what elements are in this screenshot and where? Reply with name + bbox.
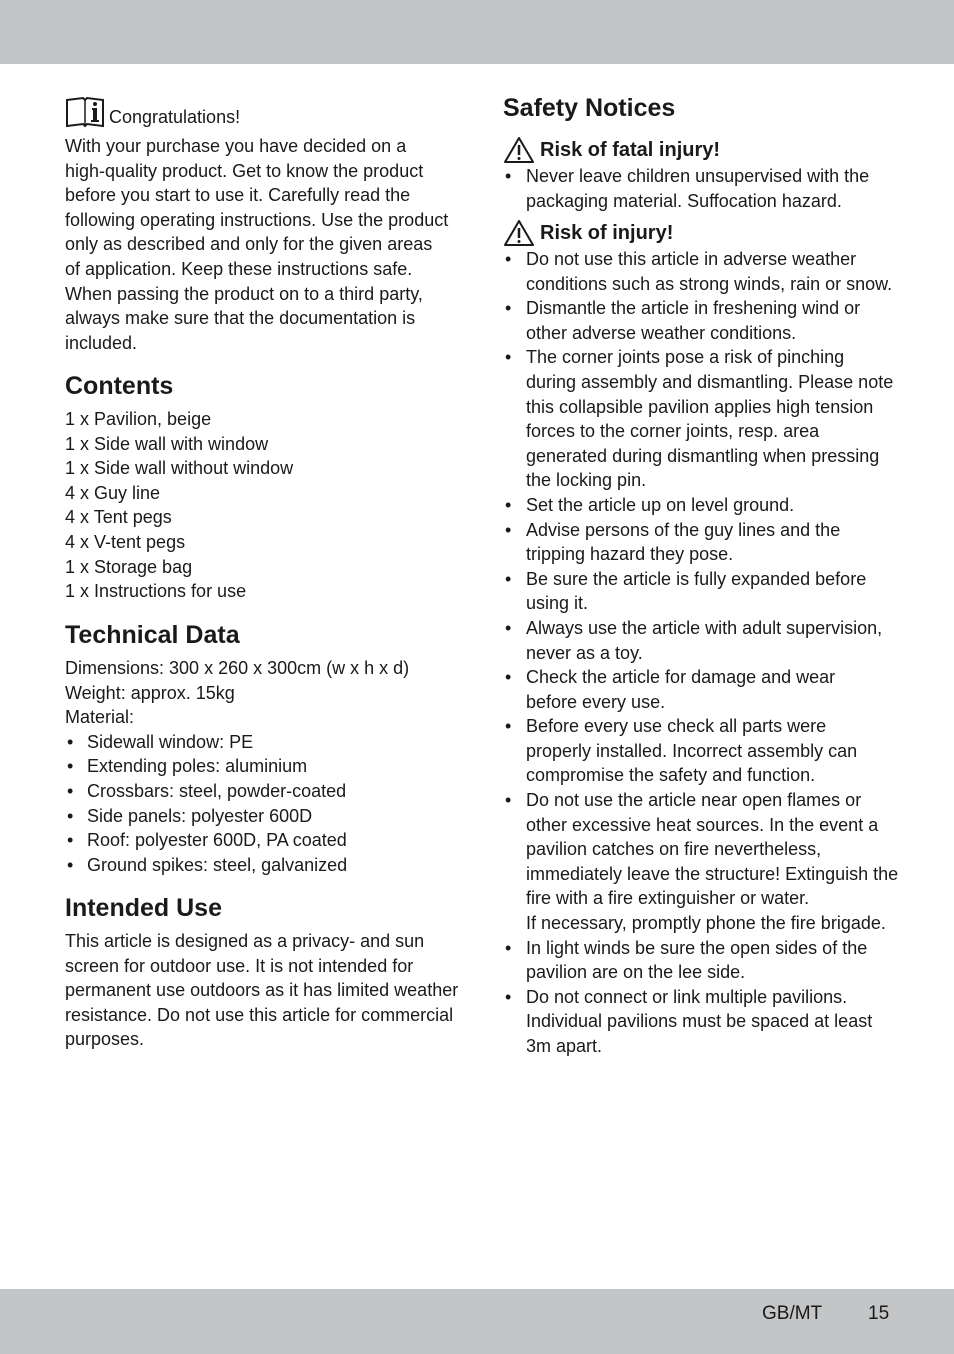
bullet-item — [503, 164, 869, 213]
intro-line: before you start to use it. Carefully read the — [65, 185, 411, 206]
bullet-line: this collapsible pavilion applies high tension — [526, 396, 874, 417]
intro-line: With your purchase you have decided on a — [65, 136, 407, 156]
footer-language: GB/MT — [762, 1303, 823, 1324]
bullet-line: pavilion are on the lee side. — [526, 962, 746, 983]
bullet-item — [503, 567, 898, 616]
bullet-icon: • — [505, 790, 512, 811]
bullet-icon: • — [67, 854, 74, 875]
bullet-line: If necessary, promptly phone the fire brigade. — [526, 913, 886, 934]
bullet-item — [503, 296, 898, 345]
bullet-icon: • — [505, 494, 512, 515]
bullet-line: immediately leave the structure! Extinguish the — [526, 863, 899, 884]
intended-title: Intended Use — [65, 894, 222, 922]
bullet-icon: • — [505, 716, 512, 737]
bullet-line: Do not use the article near open flames or — [526, 790, 862, 811]
dimensions-text: Dimensions: 300 x 260 x 300cm (w x h x d) — [65, 658, 410, 678]
bullet-icon: • — [505, 249, 512, 269]
bullet-item — [503, 788, 898, 936]
book-info-icon — [65, 96, 105, 128]
bullet-icon: • — [505, 166, 512, 186]
bullet-icon: • — [67, 756, 74, 777]
bullet-line: Advise persons of the guy lines and the — [526, 519, 841, 540]
contents-list — [65, 407, 293, 604]
bullet-line: using it. — [526, 593, 589, 614]
list-item: 4 x Tent pegs — [65, 507, 172, 528]
bullet-icon: • — [505, 986, 512, 1007]
bullet-line: Dismantle the article in freshening wind or — [526, 298, 861, 319]
contents-title: Contents — [65, 372, 174, 400]
intro-heading-row — [65, 96, 240, 128]
bullet-line: tripping hazard they pose. — [526, 544, 734, 565]
intro-line: of application. Keep these instructions safe. — [65, 258, 413, 279]
injury-section — [503, 219, 898, 1059]
bullet-item — [503, 985, 898, 1059]
technical-title: Technical Data — [65, 621, 240, 649]
bullet-icon: • — [505, 298, 512, 319]
list-item: 1 x Storage bag — [65, 556, 193, 577]
bullet-icon: • — [67, 731, 74, 752]
bullet-item — [503, 518, 898, 567]
intro-text — [65, 134, 448, 355]
bullet-line: The corner joints pose a risk of pinching — [526, 347, 845, 368]
bullet-line: Do not use this article in adverse weather — [526, 249, 857, 269]
bullet-line: Check the article for damage and wear — [526, 667, 836, 688]
intended-line: purposes. — [65, 1029, 145, 1050]
bullet-line: other adverse weather conditions. — [526, 322, 797, 343]
bullet-line: never as a toy. — [526, 642, 643, 663]
bullet-line: forces to the corner joints, resp. area — [526, 421, 820, 442]
safety-title: Safety Notices — [503, 94, 676, 122]
weight-text: Weight: approx. 15kg — [65, 682, 235, 703]
bullet-line: Before every use check all parts were — [526, 716, 827, 737]
warning-triangle-icon — [503, 136, 535, 164]
bullet-icon: • — [67, 830, 74, 851]
intro-line: only as described and only for the given areas — [65, 234, 433, 255]
bullet-item — [503, 493, 898, 518]
list-item: 4 x Guy line — [65, 482, 161, 503]
bullet-item — [503, 247, 898, 296]
bullet-line: Individual pavilions must be spaced at least — [526, 1011, 873, 1032]
fatal-section — [503, 136, 869, 213]
bullet-icon: • — [505, 667, 512, 688]
bullet-line: 3m apart. — [526, 1036, 603, 1056]
material-item: • Sidewall window: PE — [65, 730, 409, 755]
intro-line: always make sure that the documentation is — [65, 308, 416, 329]
bullet-item — [503, 665, 898, 714]
bullet-icon: • — [67, 780, 74, 801]
material-item: • Crossbars: steel, powder-coated — [65, 779, 409, 804]
intended-line: permanent use outdoors as it has limited weather — [65, 980, 459, 1001]
bullet-icon: • — [505, 617, 512, 638]
material-item: • Side panels: polyester 600D — [65, 804, 409, 829]
bullet-icon: • — [505, 519, 512, 540]
bullet-line: Always use the article with adult supervision, — [526, 617, 883, 638]
bullet-line: fire with a fire extinguisher or water. — [526, 888, 810, 909]
fatal-bullets — [503, 164, 869, 213]
bullet-line: before every use. — [526, 691, 666, 712]
bullet-line: properly installed. Incorrect assembly can — [526, 740, 858, 761]
material-item: • Roof: polyester 600D, PA coated — [65, 828, 409, 853]
fatal-heading-row — [503, 136, 869, 164]
bullet-icon: • — [505, 347, 512, 368]
injury-heading-row — [503, 219, 898, 247]
list-item: 1 x Side wall with window — [65, 433, 269, 454]
intro-line: high-quality product. Get to know the product — [65, 160, 424, 181]
bullet-line: conditions such as strong winds, rain or snow. — [526, 273, 893, 294]
list-item: 1 x Instructions for use — [65, 581, 247, 602]
intended-line: This article is designed as a privacy- and sun — [65, 931, 425, 951]
bullet-icon: • — [67, 805, 74, 826]
intro-line: included. — [65, 332, 138, 353]
intended-line: screen for outdoor use. It is not intended for — [65, 955, 414, 976]
page-number: 15 — [868, 1303, 890, 1324]
bullet-icon: • — [505, 937, 512, 958]
bullet-line: Never leave children unsupervised with the — [526, 166, 870, 186]
intro-heading: Congratulations! — [109, 107, 241, 127]
material-label: Material: — [65, 707, 135, 728]
bullet-item — [503, 936, 898, 985]
list-item: 1 x Side wall without window — [65, 458, 294, 479]
bullet-line: Set the article up on level ground. — [526, 494, 795, 515]
bullet-icon: • — [505, 568, 512, 589]
fatal-heading: Risk of fatal injury! — [540, 139, 721, 161]
intro-line: following operating instructions. Use the product — [65, 209, 449, 230]
material-item: • Ground spikes: steel, galvanized — [65, 853, 409, 878]
technical-data — [65, 656, 409, 877]
bullet-line: packaging material. Suffocation hazard. — [526, 190, 842, 211]
intended-line: resistance. Do not use this article for commercial — [65, 1004, 454, 1025]
material-item: • Extending poles: aluminium — [65, 754, 409, 779]
list-item: 4 x V-tent pegs — [65, 531, 186, 552]
bullet-line: pavilion catches on fire nevertheless, — [526, 839, 822, 860]
bullet-line: In light winds be sure the open sides of the — [526, 937, 868, 958]
header-band — [0, 0, 954, 64]
bullet-line: Be sure the article is fully expanded before — [526, 568, 867, 589]
list-item: 1 x Pavilion, beige — [65, 409, 212, 429]
bullet-item — [503, 616, 898, 665]
warning-triangle-icon — [503, 219, 535, 247]
intro-line: When passing the product on to a third party, — [65, 283, 423, 304]
bullet-line: Do not connect or link multiple pavilions. — [526, 986, 848, 1007]
bullet-line: generated during dismantling when pressing — [526, 445, 880, 466]
bullet-line: other excessive heat sources. In the event a — [526, 814, 879, 835]
injury-bullets — [503, 247, 898, 1059]
bullet-line: the locking pin. — [526, 470, 647, 491]
bullet-line: compromise the safety and function. — [526, 765, 816, 786]
bullet-item — [503, 714, 898, 788]
bullet-item — [503, 345, 898, 493]
injury-heading: Risk of injury! — [540, 222, 674, 244]
bullet-line: during assembly and dismantling. Please note — [526, 371, 894, 392]
intended-text — [65, 929, 458, 1052]
